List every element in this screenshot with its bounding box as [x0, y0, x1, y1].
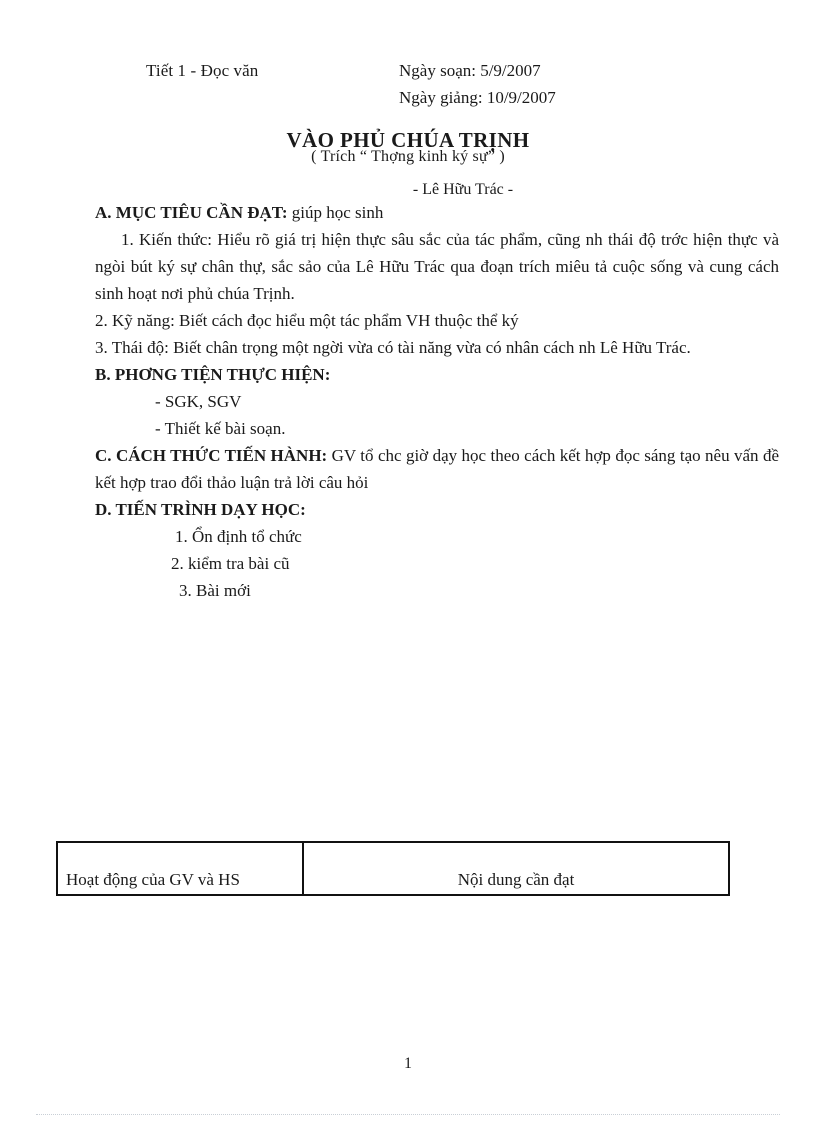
lesson-plan-table [56, 841, 730, 896]
section-heading-d: D. TIẾN TRÌNH DẠY HỌC: [95, 500, 306, 519]
date-taught-label: Ngày giảng: 10/9/2007 [399, 88, 556, 107]
section-b-item-2: - Thiết kế bài soạn. [155, 419, 286, 438]
date-written-label: Ngày soạn: 5/9/2007 [399, 61, 541, 80]
table-header-content [304, 843, 728, 894]
section-c-heading-text: C. CÁCH THỨC TIẾN HÀNH: [95, 446, 328, 465]
page-number: 1 [404, 1055, 412, 1072]
document-title: VÀO PHỦ CHÚA TRỊNH [286, 128, 530, 152]
document-subtitle: ( Trích “ Thợng kinh ký sự” ) [311, 148, 505, 165]
document-author: - Lê Hữu Trác - [412, 181, 514, 198]
section-b-item-1: - SGK, SGV [155, 392, 242, 411]
footer-divider [36, 1114, 780, 1115]
section-a-heading-suffix: giúp học sinh [287, 203, 384, 222]
section-a-item-1: 1. Kiến thức: Hiểu rõ giá trị hiện thực sâu sắc của tác phẩm, cũng nh thái độ trớc hiện thực và ngòi bút ký sự chân thự, sắc sảo của Lê Hữu Trác qua đoạn trích miêu tả cuộc sống và cung cách sinh hoạt nơi phủ chúa Trịnh. [95, 230, 779, 303]
section-d-item-2: 2. kiểm tra bài cũ [171, 554, 290, 573]
section-d-item-3: 3. Bài mới [179, 581, 251, 600]
table-header-content-label: Nội dung cần đạt [457, 870, 575, 889]
document-body [95, 199, 779, 604]
table-header-activities [58, 843, 304, 894]
lesson-label: Tiết 1 - Đọc văn [146, 61, 259, 80]
section-heading-b: B. PHƠNG TIỆN THỰC HIỆN: [95, 365, 331, 384]
section-heading-a [95, 199, 779, 226]
table-header-activities-label: Hoạt động của GV và HS [66, 870, 240, 889]
section-a-heading-text: A. MỤC TIÊU CẦN ĐẠT: [95, 203, 288, 222]
section-a-item-3: 3. Thái độ: Biết chân trọng một ngời vừa có tài năng vừa có nhân cách nh Lê Hữu Trác. [95, 338, 691, 357]
section-c-heading-suffix: GV tổ chc giờ dạy học theo cách kết hợp đọc sáng tạo nêu vấn đề kết hợp trao đổi thảo luận trả lời câu hỏi [95, 446, 779, 492]
section-d-item-1: 1. Ổn định tổ chức [175, 527, 302, 546]
section-heading-c [95, 442, 779, 496]
section-a-item-2: 2. Kỹ năng: Biết cách đọc hiểu một tác phẩm VH thuộc thể ký [95, 311, 519, 330]
